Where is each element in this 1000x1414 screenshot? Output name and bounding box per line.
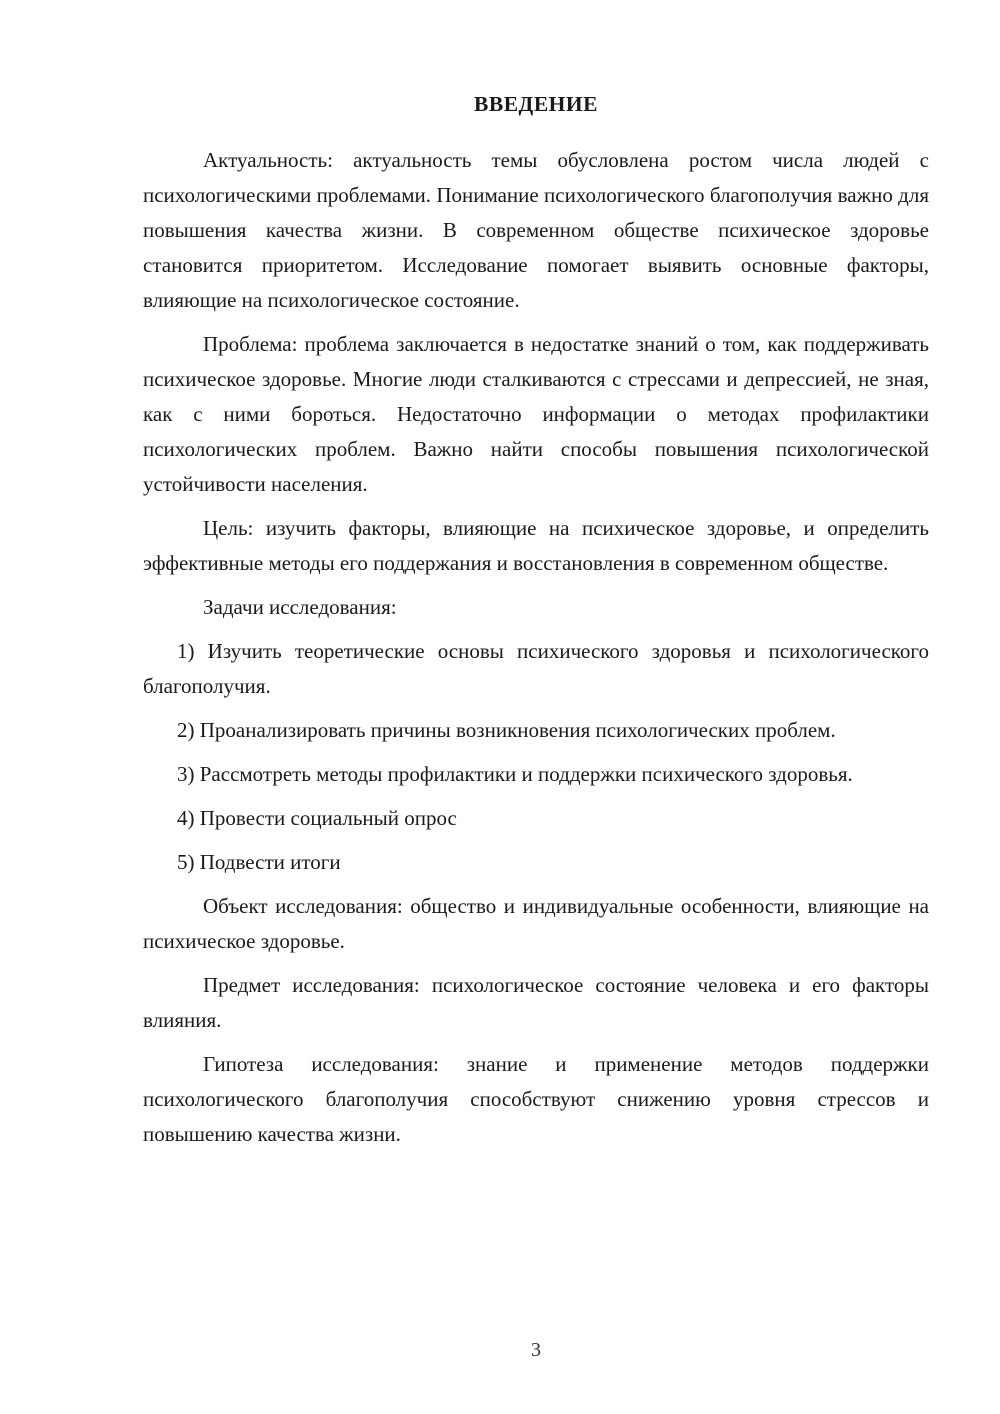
task-item-1: 1) Изучить теоретические основы психического здоровья и психологического благополучия. <box>143 639 929 698</box>
task-item-4: 4) Провести социальный опрос <box>177 806 457 830</box>
paragraph-goal: Цель: изучить факторы, влияющие на психическое здоровье, и определить эффективные методы его поддержания и восстановления в современном обществе. <box>143 516 929 575</box>
task-item-2: 2) Проанализировать причины возникновения психологических проблем. <box>177 718 836 742</box>
task-item-3: 3) Рассмотреть методы профилактики и поддержки психического здоровья. <box>177 762 853 786</box>
page-number: 3 <box>531 1339 541 1361</box>
task-item-5: 5) Подвести итоги <box>177 850 341 874</box>
paragraph-hypothesis: Гипотеза исследования: знание и применение методов поддержки психологического благополучия способствуют снижению уровня стрессов и повышению качества жизни. <box>143 1052 929 1146</box>
paragraph-problem: Проблема: проблема заключается в недостатке знаний о том, как поддерживать психическое здоровье. Многие люди сталкиваются с стрессами и депрессией, не зная, как с ними бороться. Недостаточно информации о методах профилактики психологических проблем. Важно найти способы повышения психологической устойчивости населения. <box>143 332 929 496</box>
page-title: ВВЕДЕНИЕ <box>474 92 598 116</box>
paragraph-object: Объект исследования: общество и индивидуальные особенности, влияющие на психическое здоровье. <box>143 894 929 953</box>
paragraph-relevance: Актуальность: актуальность темы обусловлена ростом числа людей с психологическими проблемами. Понимание психологического благополучия важно для повышения качества жизни. В современном обществе психическое здоровье становится приоритетом. Исследование помогает выявить основные факторы, влияющие на психологическое состояние. <box>143 148 929 312</box>
paragraph-subject: Предмет исследования: психологическое состояние человека и его факторы влияния. <box>143 973 929 1032</box>
paragraph-tasks-heading: Задачи исследования: <box>203 595 397 619</box>
